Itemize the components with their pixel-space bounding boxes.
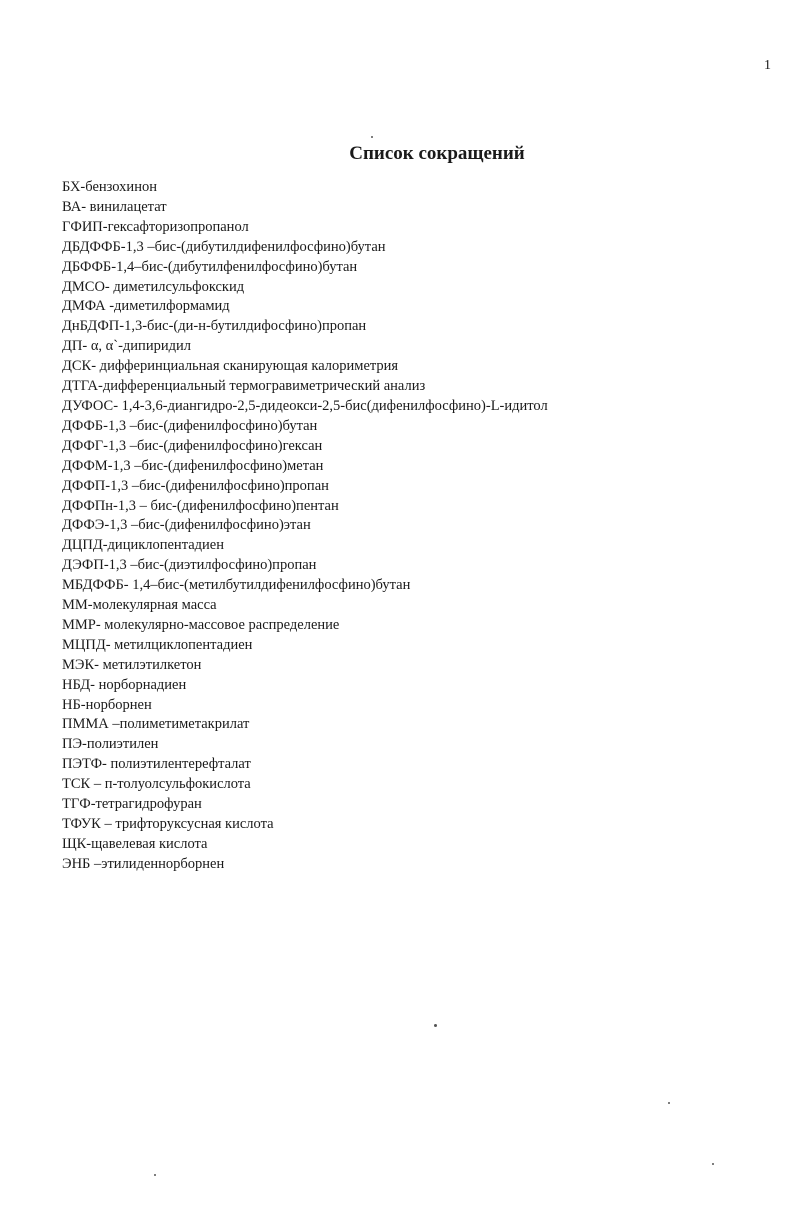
abbreviation-item: ПЭТФ- полиэтилентерефталат xyxy=(62,756,251,773)
abbreviation-item: ДЭФП-1,3 –бис-(диэтилфосфино)пропан xyxy=(62,557,317,574)
scan-speck xyxy=(712,1163,714,1165)
abbreviation-item: ДФФП-1,3 –бис-(дифенилфосфино)пропан xyxy=(62,477,329,494)
abbreviation-item: ДП- α, α`-дипиридил xyxy=(62,338,191,355)
abbreviation-item: НБД- норборнадиен xyxy=(62,676,187,693)
abbreviation-item: ДФФМ-1,3 –бис-(дифенилфосфино)метан xyxy=(62,457,324,474)
abbreviation-item: НБ-норборнен xyxy=(62,696,152,713)
abbreviation-item: ГФИП-гексафторизопропанол xyxy=(62,218,249,235)
abbreviation-item: ДБДФФБ-1,3 –бис-(дибутилдифенилфосфино)бутан xyxy=(62,238,386,255)
abbreviation-item: ТГФ-тетрагидрофуран xyxy=(62,796,202,813)
abbreviation-item: ДФФГ-1,3 –бис-(дифенилфосфино)гексан xyxy=(62,437,323,454)
abbreviation-item: ММ-молекулярная масса xyxy=(62,597,217,614)
abbreviation-item: БХ-бензохинон xyxy=(62,179,157,195)
abbreviation-item: ДнБДФП-1,3-бис-(ди-н-бутилдифосфино)пропан xyxy=(62,318,367,335)
abbreviation-item: ВА- винилацетат xyxy=(62,198,167,215)
abbreviation-item: ТФУК – трифторуксусная кислота xyxy=(62,816,274,832)
abbreviation-item: ДМФА -диметилформамид xyxy=(62,298,230,315)
scan-speck xyxy=(668,1102,670,1104)
scan-speck xyxy=(434,1024,437,1027)
abbreviation-item: ММР- молекулярно-массовое распределение xyxy=(62,616,340,633)
abbreviation-item: МЭК- метилэтилкетон xyxy=(62,656,202,673)
abbreviation-item: ПММА –полиметиметакрилат xyxy=(62,716,250,733)
abbreviation-item: ДСК- дифферинциальная сканирующая калориметрия xyxy=(62,358,399,375)
abbreviation-item: ДФФПн-1,3 – бис-(дифенилфосфино)пентан xyxy=(62,497,339,514)
abbreviation-item: ДТГА-дифференциальный термогравиметрический анализ xyxy=(62,378,426,395)
abbreviation-item: ДУФОС- 1,4-3,6-диангидро-2,5-дидеокси-2,5-бис(дифенилфосфино)-L-идитол xyxy=(62,397,548,414)
abbreviation-item: МЦПД- метилциклопентадиен xyxy=(62,636,253,653)
abbreviation-item: ПЭ-полиэтилен xyxy=(62,736,159,753)
scan-speck xyxy=(371,136,373,138)
abbreviation-item: ДФФБ-1,3 –бис-(дифенилфосфино)бутан xyxy=(62,417,318,434)
page-title: Список сокращений xyxy=(349,143,525,164)
abbreviation-list xyxy=(62,178,548,875)
abbreviation-item: ДФФЭ-1,3 –бис-(дифенилфосфино)этан xyxy=(62,517,311,534)
page-number: 1 xyxy=(764,58,771,73)
abbreviation-item: ТСК – п-толуолсульфокислота xyxy=(62,776,251,793)
abbreviation-item: ЭНБ –этилиденнорборнен xyxy=(62,855,225,872)
abbreviation-item: ДБФФБ-1,4–бис-(дибутилфенилфосфино)бутан xyxy=(62,258,358,275)
abbreviation-item: ДЦПД-дициклопентадиен xyxy=(62,537,224,554)
abbreviation-item: ЩК-щавелевая кислота xyxy=(62,835,208,852)
abbreviation-item: ДМСО- диметилсульфокскид xyxy=(62,278,245,295)
abbreviation-item: МБДФФБ- 1,4–бис-(метилбутилдифенилфосфино)бутан xyxy=(62,577,411,594)
scan-speck xyxy=(154,1174,156,1176)
